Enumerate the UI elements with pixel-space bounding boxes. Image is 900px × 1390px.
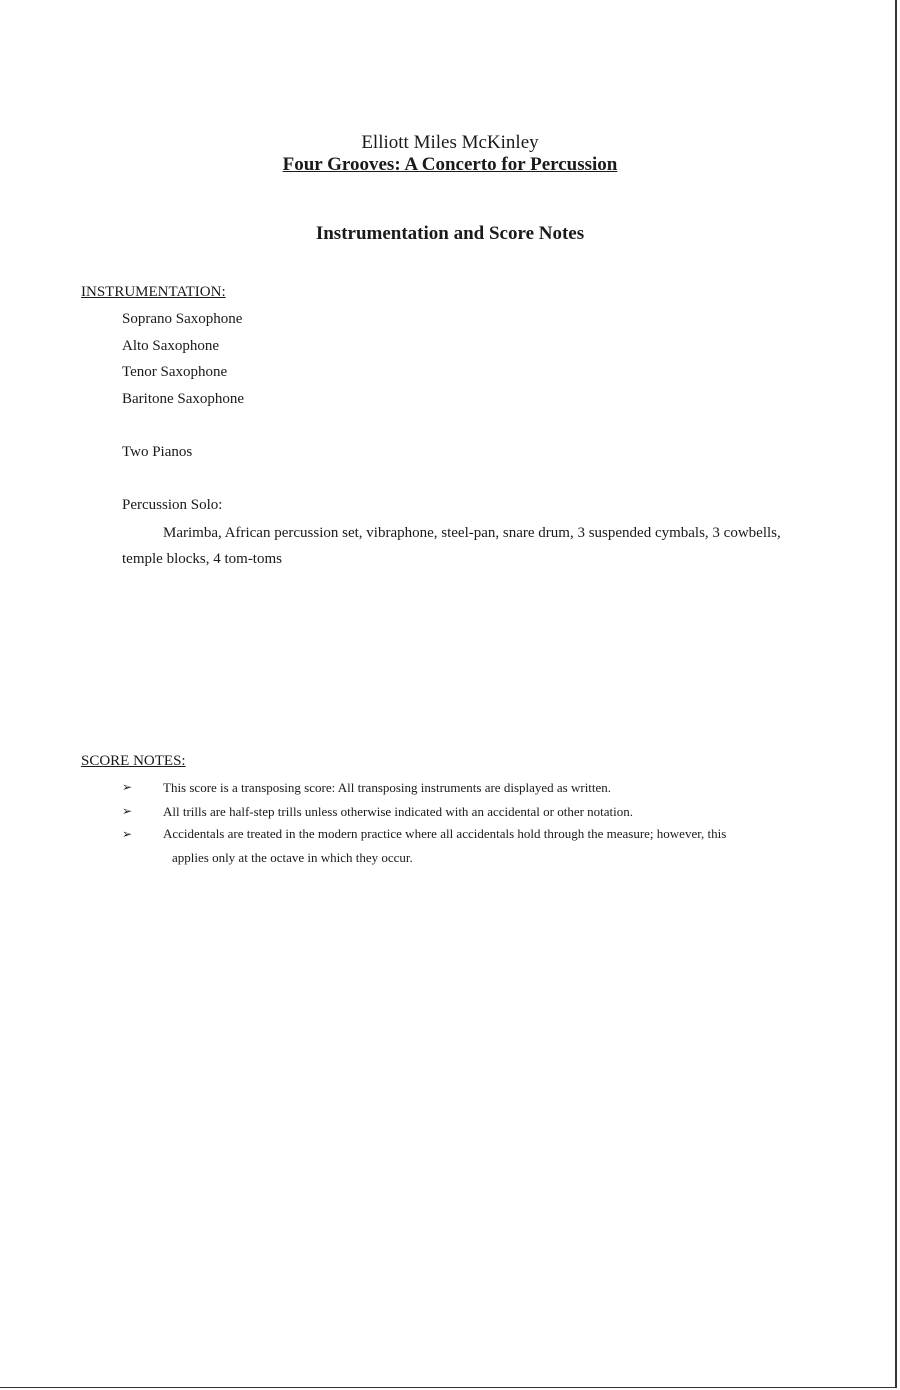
score-note-text: All trills are half-step trills unless otherwise indicated with an accidental or other notation. (163, 804, 634, 819)
instrument-pianos: Two Pianos (122, 444, 193, 460)
instrument-baritone-sax: Baritone Saxophone (122, 391, 245, 407)
instrumentation-heading: INSTRUMENTATION: (81, 284, 226, 300)
instrument-alto-sax: Alto Saxophone (122, 338, 220, 354)
percussion-solo-label: Percussion Solo: (122, 497, 223, 513)
arrow-bullet-icon: ➢ (122, 827, 133, 841)
document-heading: Instrumentation and Score Notes (315, 223, 585, 244)
score-notes-heading: SCORE NOTES: (81, 753, 186, 769)
arrow-bullet-icon: ➢ (122, 804, 133, 818)
score-note-continuation: applies only at the octave in which they occur. (172, 850, 413, 865)
score-note-text: This score is a transposing score: All transposing instruments are displayed as written. (163, 780, 612, 795)
instrument-soprano-sax: Soprano Saxophone (122, 311, 243, 327)
score-note-line: Accidentals are treated in the modern practice where all accidentals hold through the measure; however, this (163, 826, 727, 841)
percussion-instrument-list: Marimba, African percussion set, vibraphone, steel-pan, snare drum, 3 suspended cymbals, 3 cowbells, temple blocks, 4 tom-toms (122, 525, 781, 567)
arrow-bullet-icon: ➢ (122, 780, 133, 794)
score-note-text (163, 822, 818, 870)
work-title: Four Grooves: A Concerto for Percussion (282, 154, 618, 175)
instrument-tenor-sax: Tenor Saxophone (122, 364, 228, 380)
composer-name: Elliott Miles McKinley (361, 132, 539, 153)
